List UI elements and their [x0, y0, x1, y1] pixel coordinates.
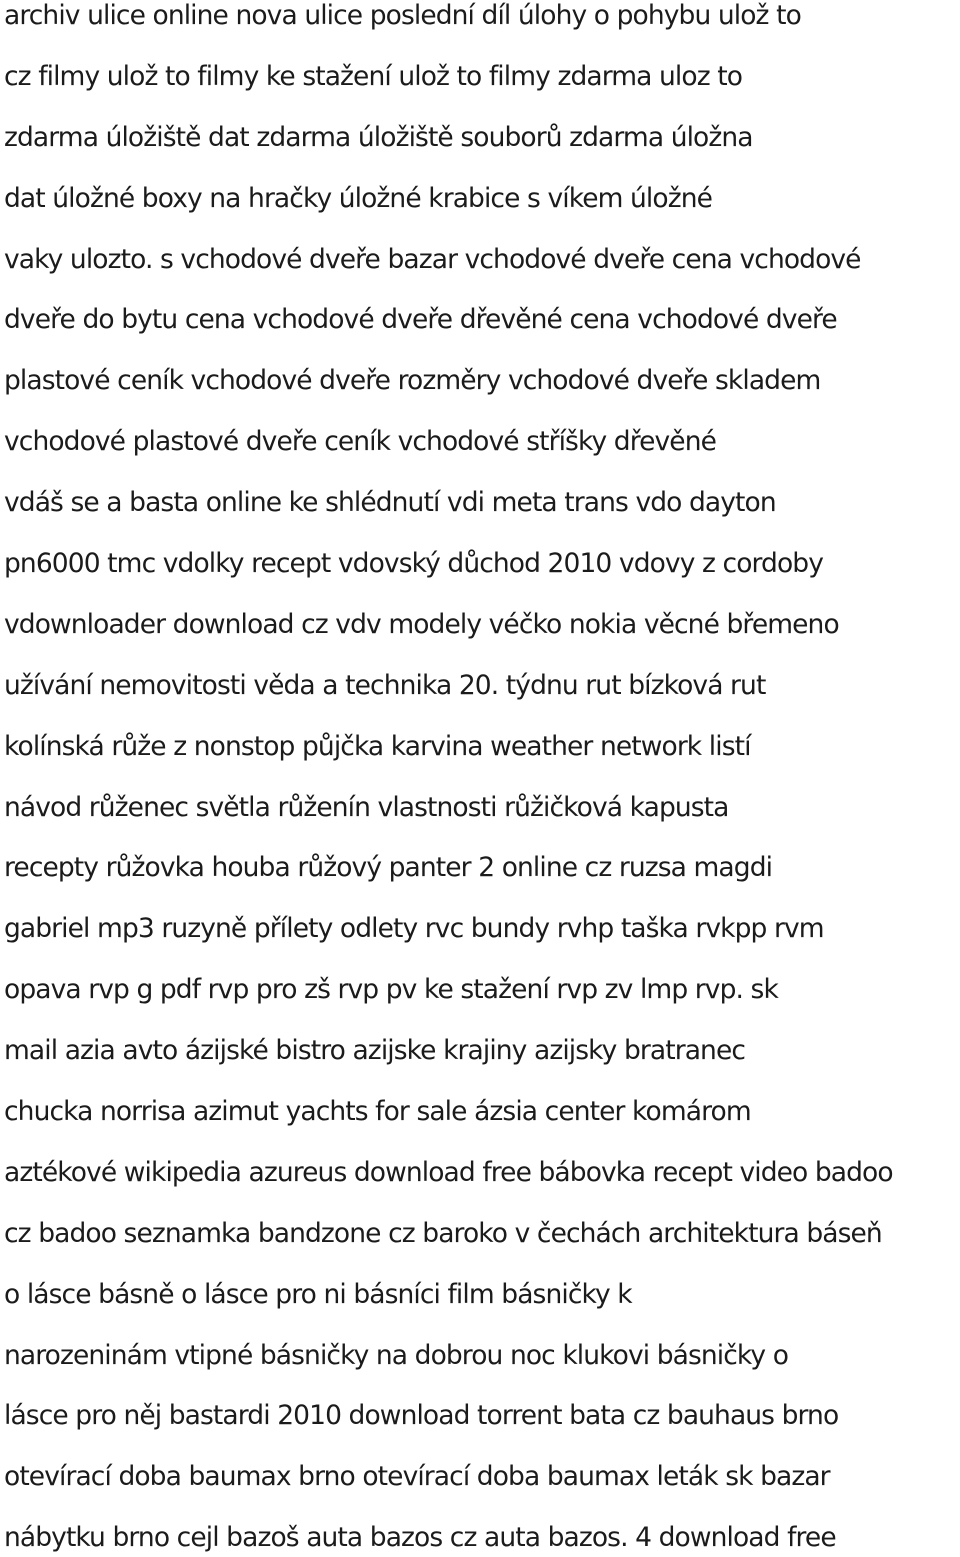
text-line: gabriel mp3 ruzyně přílety odlety rvc bundy rvhp taška rvkpp rvm [4, 913, 824, 945]
text-line: o lásce básně o lásce pro ni básníci film básničky k [4, 1278, 632, 1310]
text-line: recepty růžovka houba růžový panter 2 online cz ruzsa magdi [4, 852, 773, 884]
text-line: cz filmy ulož to filmy ke stažení ulož to filmy zdarma uloz to [4, 60, 743, 92]
text-line: vchodové plastové dveře ceník vchodové stříšky dřevěné [4, 426, 716, 458]
text-line: archiv ulice online nova ulice poslední díl úlohy o pohybu ulož to [4, 0, 801, 31]
text-line: cz badoo seznamka bandzone cz baroko v čechách architektura báseň [4, 1217, 882, 1249]
text-line: návod růženec světla růženín vlastnosti růžičková kapusta [4, 791, 729, 823]
text-line: užívání nemovitosti věda a technika 20. týdnu rut bízková rut [4, 669, 766, 701]
text-line: vaky ulozto. s vchodové dveře bazar vchodové dveře cena vchodové [4, 243, 861, 275]
text-line: dveře do bytu cena vchodové dveře dřevěné cena vchodové dveře [4, 304, 837, 336]
text-line: narozeninám vtipné básničky na dobrou noc klukovi básničky o [4, 1339, 789, 1371]
text-line: plastové ceník vchodové dveře rozměry vchodové dveře skladem [4, 365, 821, 397]
text-line: vdáš se a basta online ke shlédnutí vdi meta trans vdo dayton [4, 487, 776, 519]
text-line: otevírací doba baumax brno otevírací doba baumax leták sk bazar [4, 1461, 830, 1493]
text-line: lásce pro něj bastardi 2010 download torrent bata cz bauhaus brno [4, 1400, 839, 1432]
text-line: nábytku brno cejl bazoš auta bazos cz auta bazos. 4 download free [4, 1522, 836, 1554]
body-text [4, 0, 960, 1557]
text-line: pn6000 tmc vdolky recept vdovský důchod 2010 vdovy z cordoby [4, 548, 823, 580]
text-line: aztékové wikipedia azureus download free bábovka recept video badoo [4, 1156, 893, 1188]
text-line: vdownloader download cz vdv modely véčko nokia věcné břemeno [4, 608, 839, 640]
text-line: opava rvp g pdf rvp pro zš rvp pv ke stažení rvp zv lmp rvp. sk [4, 974, 778, 1006]
text-line: dat úložné boxy na hračky úložné krabice s víkem úložné [4, 182, 713, 214]
text-line: chucka norrisa azimut yachts for sale ázsia center komárom [4, 1096, 751, 1128]
text-line: mail azia avto ázijské bistro azijske krajiny azijsky bratranec [4, 1035, 746, 1067]
text-line: zdarma úložiště dat zdarma úložiště souborů zdarma úložna [4, 121, 753, 153]
text-line: kolínská růže z nonstop půjčka karvina weather network listí [4, 730, 751, 762]
